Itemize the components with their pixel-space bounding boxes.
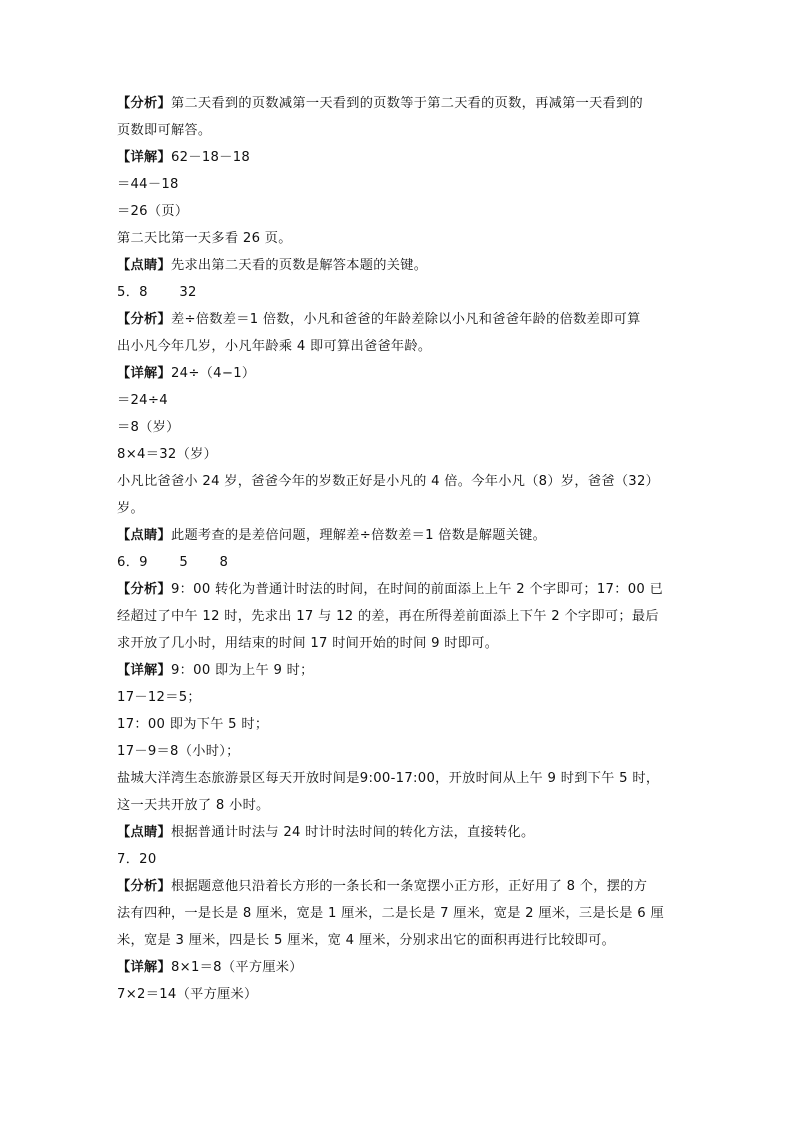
line-text: 小凡比爸爸小 24 岁，爸爸今年的岁数正好是小凡的 4 倍。今年小凡（8）岁，爸爸（32）	[117, 474, 660, 489]
line-text: 9：00 转化为普通计时法的时间，在时间的前面添上上午 2 个字即可；17：00 已	[170, 582, 664, 597]
line-text: 6．9 5 8	[117, 555, 229, 570]
line-text: ＝44－18	[117, 177, 179, 192]
text-line	[117, 468, 677, 495]
section-tag: 【点睛】	[117, 258, 171, 273]
question-answer-line	[117, 549, 677, 576]
text-line	[117, 360, 677, 387]
line-text: 8×1＝8（平方厘米）	[170, 960, 303, 975]
text-line	[117, 144, 677, 171]
text-line	[117, 738, 677, 765]
text-line	[117, 333, 677, 360]
text-line	[117, 171, 677, 198]
section-tag: 【点睛】	[117, 528, 171, 543]
text-line	[117, 252, 677, 279]
line-text: 经超过了中午 12 时，先求出 17 与 12 的差，再在所得差前面添上下午 2 个字即可；最后	[117, 609, 659, 624]
section-tag: 【分析】	[117, 96, 171, 111]
line-text: 盐城大洋湾生态旅游景区每天开放时间是9:00-17:00，开放时间从上午 9 时到下午 5 时，	[117, 771, 660, 786]
line-text: 页数即可解答。	[117, 123, 212, 138]
line-text: 17－9＝8（小时）；	[117, 744, 240, 759]
line-text: 此题考查的是差倍问题，理解差÷倍数差＝1 倍数是解题关键。	[170, 528, 547, 543]
text-line	[117, 954, 677, 981]
text-line	[117, 981, 677, 1008]
text-line	[117, 603, 677, 630]
section-tag: 【详解】	[117, 663, 171, 678]
text-line	[117, 792, 677, 819]
section-tag: 【详解】	[117, 960, 171, 975]
line-text: ＝26（页）	[117, 204, 189, 219]
text-line	[117, 441, 677, 468]
text-line	[117, 495, 677, 522]
line-text: 根据题意他只沿着长方形的一条长和一条宽摆小正方形，正好用了 8 个，摆的方	[170, 879, 648, 894]
line-text: 先求出第二天看的页数是解答本题的关键。	[170, 258, 428, 273]
line-text: 17：00 即为下午 5 时；	[117, 717, 269, 732]
text-line	[117, 198, 677, 225]
section-tag: 【分析】	[117, 312, 171, 327]
line-text: 法有四种，一是长是 8 厘米，宽是 1 厘米，二是长是 7 厘米，宽是 2 厘米，三是长是 6 厘	[117, 906, 664, 921]
line-text: 8×4＝32（岁）	[117, 447, 218, 462]
section-tag: 【分析】	[117, 582, 171, 597]
answer-explanation-page	[117, 90, 677, 1008]
section-tag: 【点睛】	[117, 825, 171, 840]
line-text: 岁。	[117, 501, 144, 516]
text-line	[117, 630, 677, 657]
text-line	[117, 522, 677, 549]
text-line	[117, 576, 677, 603]
line-text: 5．8 32	[117, 285, 197, 300]
line-text: ＝24÷4	[117, 393, 168, 408]
line-text: 7×2＝14（平方厘米）	[117, 987, 258, 1002]
line-text: 差÷倍数差＝1 倍数，小凡和爸爸的年龄差除以小凡和爸爸年龄的倍数差即可算	[170, 312, 641, 327]
line-text: 根据普通计时法与 24 时计时法时间的转化方法，直接转化。	[170, 825, 535, 840]
line-text: 7．20	[117, 852, 157, 867]
question-answer-line	[117, 279, 677, 306]
line-text: 求开放了几小时，用结束的时间 17 时间开始的时间 9 时即可。	[117, 636, 499, 651]
line-text: 米，宽是 3 厘米，四是长 5 厘米，宽 4 厘米，分别求出它的面积再进行比较即可。	[117, 933, 616, 948]
section-tag: 【详解】	[117, 366, 171, 381]
question-answer-line	[117, 846, 677, 873]
section-tag: 【详解】	[117, 150, 171, 165]
line-text: 出小凡今年几岁，小凡年龄乘 4 即可算出爸爸年龄。	[117, 339, 432, 354]
text-line	[117, 657, 677, 684]
section-tag: 【分析】	[117, 879, 171, 894]
text-line	[117, 117, 677, 144]
text-line	[117, 225, 677, 252]
text-line	[117, 684, 677, 711]
line-text: 24÷（4−1）	[170, 366, 256, 381]
text-line	[117, 819, 677, 846]
text-line	[117, 90, 677, 117]
text-line	[117, 927, 677, 954]
line-text: 9：00 即为上午 9 时；	[170, 663, 314, 678]
text-line	[117, 873, 677, 900]
line-text: 第二天看到的页数减第一天看到的页数等于第二天看的页数，再减第一天看到的	[170, 96, 644, 111]
text-line	[117, 765, 677, 792]
line-text: 62－18－18	[170, 150, 251, 165]
line-text: 17－12＝5；	[117, 690, 201, 705]
line-text: ＝8（岁）	[117, 420, 180, 435]
text-line	[117, 306, 677, 333]
line-text: 第二天比第一天多看 26 页。	[117, 231, 292, 246]
text-line	[117, 387, 677, 414]
text-line	[117, 900, 677, 927]
line-text: 这一天共开放了 8 小时。	[117, 798, 270, 813]
text-line	[117, 711, 677, 738]
text-line	[117, 414, 677, 441]
